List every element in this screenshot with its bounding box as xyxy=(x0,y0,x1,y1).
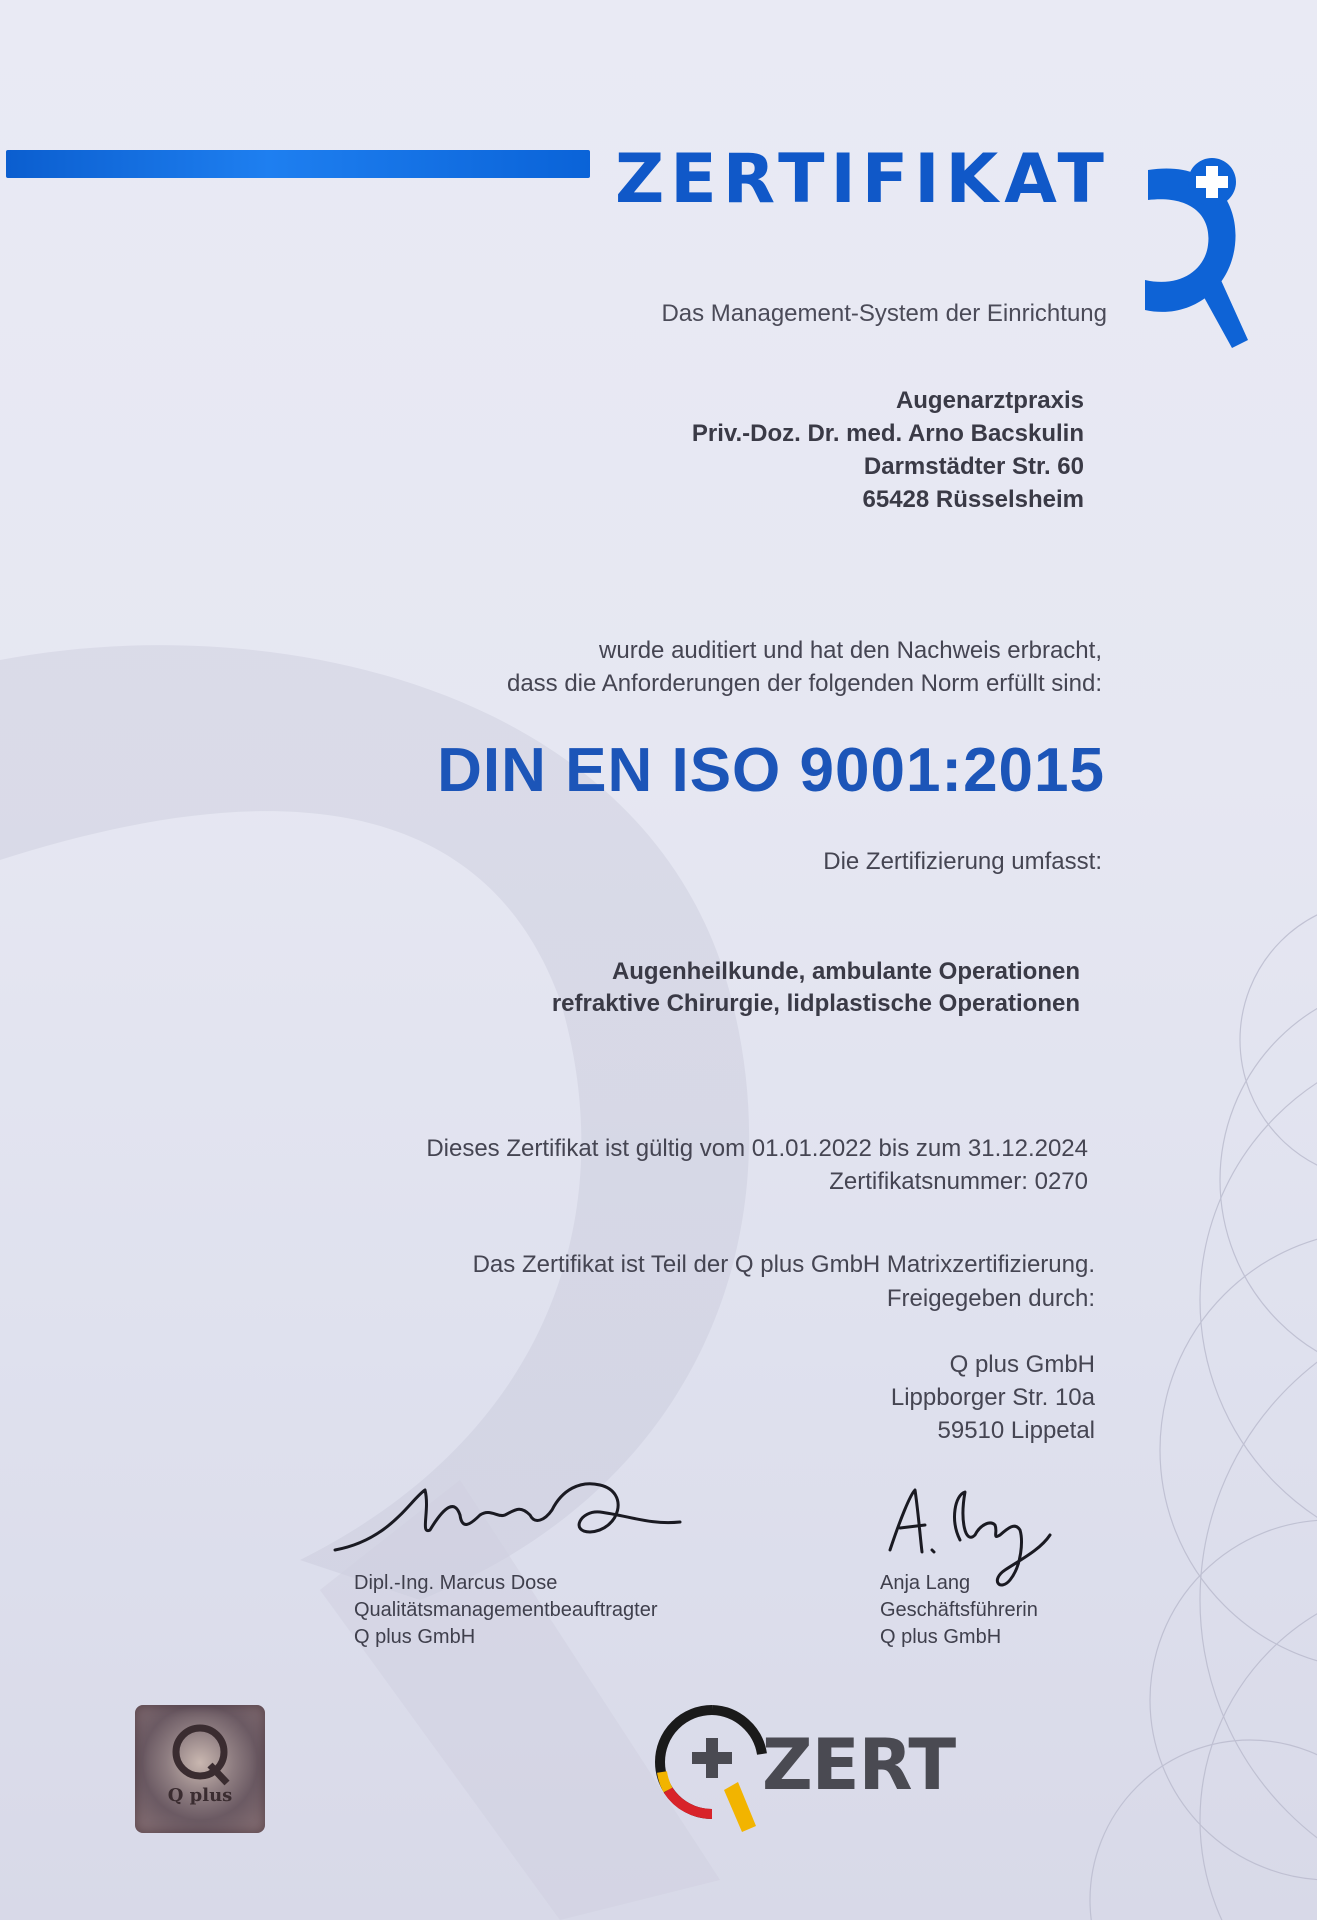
audit-line-1: wurde auditiert und hat den Nachweis erbracht, xyxy=(599,637,1102,664)
matrix-line-2: Freigegeben durch: xyxy=(886,1285,1095,1312)
matrix-line-1: Das Zertifikat ist Teil der Q plus GmbH Matrixzertifizierung. xyxy=(472,1251,1095,1278)
qzert-logo-icon xyxy=(652,1702,772,1832)
signer-1-name: Dipl.-Ing. Marcus Dose xyxy=(354,1572,558,1594)
certificate-subtitle: Das Management-System der Einrichtung xyxy=(661,300,1107,327)
q-plus-logo-icon xyxy=(1140,150,1250,350)
qzert-logo-text: ZERT xyxy=(762,1724,956,1806)
signer-1-block xyxy=(354,1570,658,1651)
organization-address xyxy=(692,384,1084,516)
scope-line-2: refraktive Chirurgie, lidplastische Operationen xyxy=(551,990,1080,1017)
issuer-city: 59510 Lippetal xyxy=(937,1417,1095,1444)
norm-title: DIN EN ISO 9001:2015 xyxy=(437,736,1105,805)
issuer-street: Lippborger Str. 10a xyxy=(890,1384,1095,1411)
issuer-address xyxy=(891,1348,1095,1447)
signer-2-name: Anja Lang xyxy=(880,1572,971,1594)
validity-dates: Dieses Zertifikat ist gültig vom 01.01.2022 bis zum 31.12.2024 xyxy=(426,1135,1088,1162)
scope-label: Die Zertifizierung umfasst: xyxy=(823,848,1102,875)
header-accent-bar xyxy=(6,150,590,178)
signer-2-block xyxy=(880,1570,1038,1651)
organization-owner: Priv.-Doz. Dr. med. Arno Bacskulin xyxy=(691,420,1084,447)
signer-2-role: Geschäftsführerin xyxy=(880,1599,1038,1621)
hologram-q-icon xyxy=(165,1717,235,1787)
certification-scope xyxy=(552,956,1080,1020)
audit-statement xyxy=(507,634,1102,700)
organization-street: Darmstädter Str. 60 xyxy=(863,453,1084,480)
certificate-number: Zertifikatsnummer: 0270 xyxy=(829,1168,1088,1195)
hologram-label: Q plus xyxy=(167,1785,233,1806)
audit-line-2: dass die Anforderungen der folgenden Norm erfüllt sind: xyxy=(506,670,1102,697)
organization-name: Augenarztpraxis xyxy=(895,387,1084,414)
organization-city: 65428 Rüsselsheim xyxy=(862,486,1084,513)
signer-2-company: Q plus GmbH xyxy=(880,1626,1002,1648)
hologram-seal-icon xyxy=(135,1705,265,1833)
matrix-info xyxy=(473,1248,1095,1316)
scope-line-1: Augenheilkunde, ambulante Operationen xyxy=(611,958,1080,985)
signer-1-role: Qualitätsmanagementbeauftragter xyxy=(354,1599,658,1621)
certificate-title: ZERTIFIKAT xyxy=(615,140,1110,219)
signature-marcus-dose xyxy=(330,1470,700,1570)
signer-1-company: Q plus GmbH xyxy=(354,1626,476,1648)
validity-info xyxy=(426,1132,1088,1198)
issuer-name: Q plus GmbH xyxy=(949,1351,1095,1378)
